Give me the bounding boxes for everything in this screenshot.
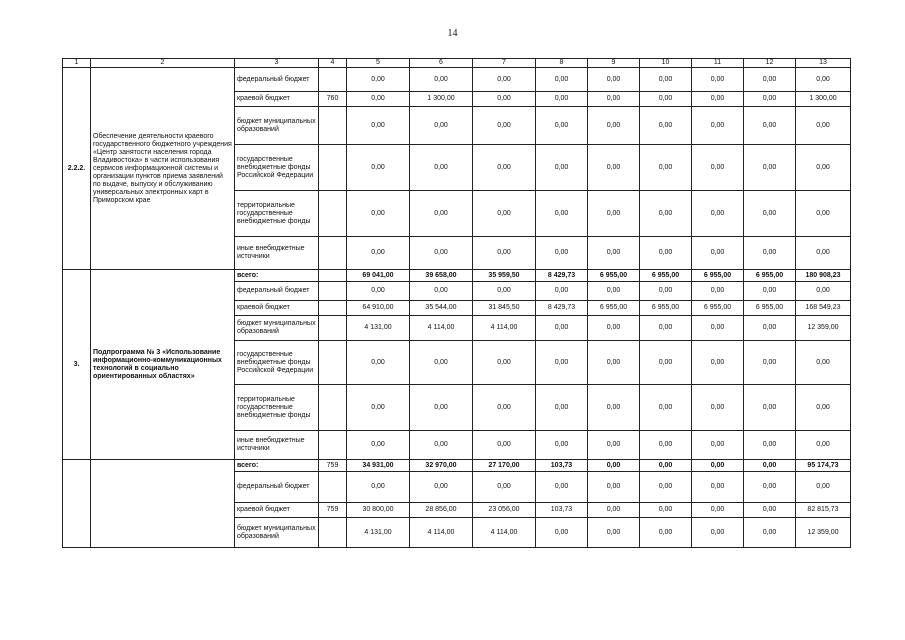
value-cell: 0,00: [640, 431, 692, 460]
value-cell: 4 131,00: [347, 316, 410, 341]
table-row: [63, 460, 851, 472]
value-cell: 0,00: [640, 68, 692, 92]
value-cell: 0,00: [410, 145, 473, 191]
value-cell: 0,00: [588, 472, 640, 503]
value-cell: 0,00: [536, 282, 588, 301]
column-header: 4: [319, 59, 347, 68]
table-row: [63, 270, 851, 282]
value-cell: 0,00: [588, 68, 640, 92]
value-cell: 6 955,00: [588, 301, 640, 316]
value-cell: 0,00: [347, 191, 410, 237]
column-header: 11: [692, 59, 744, 68]
value-cell: 0,00: [588, 460, 640, 472]
value-cell: 0,00: [347, 282, 410, 301]
value-cell: 35 544,00: [410, 301, 473, 316]
value-cell: 0,00: [692, 282, 744, 301]
value-cell: 0,00: [692, 460, 744, 472]
value-cell: 32 970,00: [410, 460, 473, 472]
column-header: 10: [640, 59, 692, 68]
funding-source: бюджет муниципальных образований: [235, 518, 319, 548]
value-cell: 0,00: [796, 472, 851, 503]
value-cell: 0,00: [588, 518, 640, 548]
value-cell: 95 174,73: [796, 460, 851, 472]
budget-code: [319, 385, 347, 431]
column-header: 6: [410, 59, 473, 68]
funding-source: иные внебюджетные источники: [235, 237, 319, 270]
value-cell: 28 856,00: [410, 503, 473, 518]
funding-source: краевой бюджет: [235, 503, 319, 518]
value-cell: 0,00: [796, 341, 851, 385]
budget-code: [319, 301, 347, 316]
budget-code: [319, 472, 347, 503]
budget-code: [319, 341, 347, 385]
value-cell: 1 300,00: [410, 92, 473, 107]
section-name: [91, 460, 235, 548]
value-cell: 0,00: [796, 237, 851, 270]
value-cell: 180 908,23: [796, 270, 851, 282]
funding-source: государственные внебюджетные фонды Российской Федерации: [235, 145, 319, 191]
value-cell: 0,00: [692, 92, 744, 107]
budget-table: [62, 58, 851, 548]
value-cell: 6 955,00: [640, 301, 692, 316]
funding-source: федеральный бюджет: [235, 472, 319, 503]
value-cell: 8 429,73: [536, 301, 588, 316]
value-cell: 0,00: [536, 237, 588, 270]
value-cell: 23 056,00: [473, 503, 536, 518]
budget-code: [319, 316, 347, 341]
value-cell: 0,00: [536, 472, 588, 503]
value-cell: 0,00: [473, 92, 536, 107]
value-cell: 0,00: [744, 385, 796, 431]
value-cell: 0,00: [410, 431, 473, 460]
value-cell: 0,00: [744, 472, 796, 503]
budget-code: 759: [319, 503, 347, 518]
value-cell: 0,00: [640, 503, 692, 518]
funding-source: федеральный бюджет: [235, 282, 319, 301]
value-cell: 0,00: [692, 518, 744, 548]
funding-source: всего:: [235, 270, 319, 282]
column-header: 5: [347, 59, 410, 68]
value-cell: 0,00: [692, 107, 744, 145]
column-header: 12: [744, 59, 796, 68]
value-cell: 0,00: [744, 460, 796, 472]
value-cell: 0,00: [796, 107, 851, 145]
value-cell: 0,00: [473, 191, 536, 237]
value-cell: 0,00: [796, 68, 851, 92]
value-cell: 4 131,00: [347, 518, 410, 548]
column-header: 7: [473, 59, 536, 68]
value-cell: 0,00: [536, 341, 588, 385]
value-cell: 0,00: [536, 191, 588, 237]
funding-source: иные внебюджетные источники: [235, 431, 319, 460]
value-cell: 103,73: [536, 503, 588, 518]
value-cell: 0,00: [588, 282, 640, 301]
column-header: 2: [91, 59, 235, 68]
value-cell: 0,00: [744, 503, 796, 518]
value-cell: 0,00: [536, 518, 588, 548]
value-cell: 0,00: [744, 341, 796, 385]
value-cell: 0,00: [473, 472, 536, 503]
value-cell: 0,00: [410, 341, 473, 385]
value-cell: 0,00: [692, 431, 744, 460]
value-cell: 0,00: [588, 316, 640, 341]
budget-code: [319, 518, 347, 548]
value-cell: 0,00: [473, 385, 536, 431]
value-cell: 0,00: [640, 472, 692, 503]
funding-source: территориальные государственные внебюджетные фонды: [235, 191, 319, 237]
budget-code: [319, 270, 347, 282]
value-cell: 0,00: [796, 431, 851, 460]
value-cell: 6 955,00: [640, 270, 692, 282]
value-cell: 0,00: [536, 145, 588, 191]
value-cell: 35 959,50: [473, 270, 536, 282]
value-cell: 0,00: [410, 191, 473, 237]
value-cell: 34 931,00: [347, 460, 410, 472]
value-cell: 0,00: [410, 107, 473, 145]
value-cell: 4 114,00: [410, 316, 473, 341]
value-cell: 0,00: [692, 237, 744, 270]
value-cell: 0,00: [796, 282, 851, 301]
budget-code: 759: [319, 460, 347, 472]
value-cell: 0,00: [473, 107, 536, 145]
value-cell: 0,00: [473, 431, 536, 460]
value-cell: 0,00: [536, 431, 588, 460]
value-cell: 0,00: [744, 107, 796, 145]
value-cell: 0,00: [347, 92, 410, 107]
value-cell: 4 114,00: [410, 518, 473, 548]
value-cell: 0,00: [588, 92, 640, 107]
value-cell: 0,00: [796, 145, 851, 191]
value-cell: 0,00: [588, 385, 640, 431]
value-cell: 0,00: [640, 145, 692, 191]
value-cell: 12 359,00: [796, 518, 851, 548]
value-cell: 0,00: [536, 385, 588, 431]
budget-code: [319, 282, 347, 301]
value-cell: 0,00: [536, 68, 588, 92]
value-cell: 0,00: [744, 145, 796, 191]
value-cell: 0,00: [692, 316, 744, 341]
budget-code: [319, 107, 347, 145]
value-cell: 0,00: [796, 191, 851, 237]
funding-source: всего:: [235, 460, 319, 472]
column-header: 13: [796, 59, 851, 68]
funding-source: государственные внебюджетные фонды Российской Федерации: [235, 341, 319, 385]
section-name: Обеспечение деятельности краевого государственного бюджетного учреждения «Центр занятости населения города Владивостока» в части использования сервисов информационной системы и организации пунктов приема заявлений по выдаче, выпуску и обслуживанию универсальных электронных карт в Приморском крае: [91, 68, 235, 270]
funding-source: бюджет муниципальных образований: [235, 107, 319, 145]
value-cell: 82 815,73: [796, 503, 851, 518]
section-index: [63, 460, 91, 548]
value-cell: 0,00: [744, 431, 796, 460]
value-cell: 6 955,00: [744, 301, 796, 316]
value-cell: 0,00: [640, 237, 692, 270]
value-cell: 0,00: [588, 191, 640, 237]
budget-code: [319, 237, 347, 270]
budget-code: [319, 191, 347, 237]
value-cell: 0,00: [588, 341, 640, 385]
value-cell: 0,00: [473, 145, 536, 191]
header-row: [63, 59, 851, 68]
value-cell: 0,00: [347, 237, 410, 270]
value-cell: 0,00: [692, 503, 744, 518]
budget-code: [319, 145, 347, 191]
value-cell: 0,00: [473, 341, 536, 385]
value-cell: 0,00: [588, 237, 640, 270]
value-cell: 0,00: [347, 385, 410, 431]
value-cell: 0,00: [692, 68, 744, 92]
value-cell: 30 800,00: [347, 503, 410, 518]
section-index: 3.: [63, 270, 91, 460]
value-cell: 0,00: [692, 191, 744, 237]
value-cell: 0,00: [473, 237, 536, 270]
value-cell: 0,00: [347, 341, 410, 385]
value-cell: 0,00: [744, 518, 796, 548]
funding-source: бюджет муниципальных образований: [235, 316, 319, 341]
page-number: 14: [447, 28, 458, 39]
column-header: 8: [536, 59, 588, 68]
value-cell: 0,00: [744, 282, 796, 301]
value-cell: 0,00: [410, 237, 473, 270]
column-header: 9: [588, 59, 640, 68]
section-name: Подпрограмма № 3 «Использование информационно-коммуникационных технологий в социально ориентированных областях»: [91, 270, 235, 460]
value-cell: 8 429,73: [536, 270, 588, 282]
value-cell: 6 955,00: [692, 301, 744, 316]
value-cell: 0,00: [692, 472, 744, 503]
value-cell: 4 114,00: [473, 518, 536, 548]
value-cell: 0,00: [536, 92, 588, 107]
budget-code: 760: [319, 92, 347, 107]
value-cell: 0,00: [410, 385, 473, 431]
value-cell: 168 549,23: [796, 301, 851, 316]
budget-code: [319, 431, 347, 460]
value-cell: 0,00: [640, 107, 692, 145]
value-cell: 69 041,00: [347, 270, 410, 282]
funding-source: территориальные государственные внебюджетные фонды: [235, 385, 319, 431]
value-cell: 0,00: [347, 472, 410, 503]
value-cell: 0,00: [692, 385, 744, 431]
value-cell: 0,00: [347, 431, 410, 460]
value-cell: 39 658,00: [410, 270, 473, 282]
value-cell: 0,00: [640, 191, 692, 237]
value-cell: 0,00: [640, 460, 692, 472]
value-cell: 64 910,00: [347, 301, 410, 316]
value-cell: 0,00: [640, 341, 692, 385]
value-cell: 0,00: [692, 341, 744, 385]
value-cell: 0,00: [410, 282, 473, 301]
funding-source: краевой бюджет: [235, 301, 319, 316]
value-cell: 0,00: [692, 145, 744, 191]
section-index: 2.2.2.: [63, 68, 91, 270]
funding-source: краевой бюджет: [235, 92, 319, 107]
value-cell: 6 955,00: [744, 270, 796, 282]
value-cell: 27 170,00: [473, 460, 536, 472]
value-cell: 103,73: [536, 460, 588, 472]
value-cell: 0,00: [410, 472, 473, 503]
value-cell: 0,00: [640, 385, 692, 431]
value-cell: 0,00: [588, 145, 640, 191]
value-cell: 0,00: [744, 68, 796, 92]
value-cell: 0,00: [536, 316, 588, 341]
table-row: [63, 68, 851, 92]
value-cell: 0,00: [473, 282, 536, 301]
column-header: 1: [63, 59, 91, 68]
funding-source: федеральный бюджет: [235, 68, 319, 92]
value-cell: 1 300,00: [796, 92, 851, 107]
value-cell: 0,00: [640, 282, 692, 301]
value-cell: 0,00: [588, 431, 640, 460]
value-cell: 31 845,50: [473, 301, 536, 316]
value-cell: 0,00: [588, 107, 640, 145]
value-cell: 6 955,00: [588, 270, 640, 282]
value-cell: 0,00: [588, 503, 640, 518]
value-cell: 0,00: [744, 237, 796, 270]
value-cell: 0,00: [744, 92, 796, 107]
value-cell: 0,00: [347, 107, 410, 145]
value-cell: 6 955,00: [692, 270, 744, 282]
value-cell: 0,00: [347, 68, 410, 92]
value-cell: 0,00: [640, 316, 692, 341]
value-cell: 0,00: [744, 316, 796, 341]
value-cell: 12 359,00: [796, 316, 851, 341]
budget-code: [319, 68, 347, 92]
value-cell: 4 114,00: [473, 316, 536, 341]
value-cell: 0,00: [473, 68, 536, 92]
value-cell: 0,00: [347, 145, 410, 191]
value-cell: 0,00: [410, 68, 473, 92]
value-cell: 0,00: [744, 191, 796, 237]
value-cell: 0,00: [536, 107, 588, 145]
value-cell: 0,00: [796, 385, 851, 431]
value-cell: 0,00: [640, 92, 692, 107]
column-header: 3: [235, 59, 319, 68]
value-cell: 0,00: [640, 518, 692, 548]
